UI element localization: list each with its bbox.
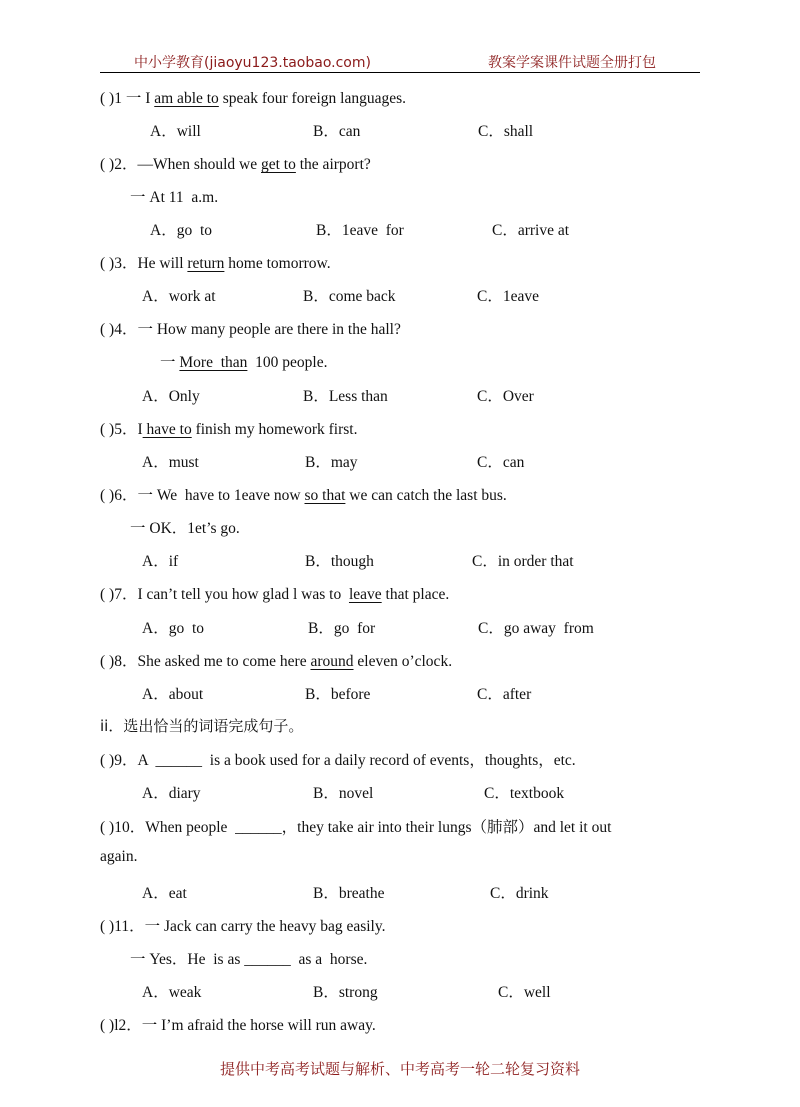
header-right-text: 教案学案课件试题全册打包 — [488, 55, 656, 71]
q11-option-c[interactable]: C．well — [498, 984, 551, 1001]
q4-reply-dash: 一 — [160, 354, 180, 371]
question-1 — [100, 86, 406, 108]
q8-stem-start: ( )8．She asked me to come here — [100, 653, 311, 670]
page-footer: 提供中考高考试题与解析、中考高考一轮二轮复习资料 — [219, 1060, 580, 1078]
q3-stem-end: home tomorrow. — [224, 255, 331, 272]
section-2-heading: ii．选出恰当的词语完成句子。 — [100, 717, 304, 735]
q8-underlined: around — [310, 653, 354, 670]
q6-reply: 一 OK．1et’s go. — [130, 520, 240, 537]
q7-option-a[interactable]: A．go to — [142, 620, 205, 637]
question-10: ( )10．When people ______，they take air into their lungs（肺部）and let it out — [100, 819, 612, 836]
q11-option-b[interactable]: B．strong — [313, 984, 378, 1001]
q4-reply-end: 100 people. — [247, 354, 328, 371]
q1-option-b[interactable]: B．can — [313, 123, 361, 140]
q2-underlined: get to — [261, 156, 296, 173]
q8-option-a[interactable]: A．about — [142, 686, 204, 703]
q4-option-a[interactable]: A．Only — [142, 388, 200, 405]
q7-stem-end: that place. — [381, 586, 450, 603]
q11-option-a[interactable]: A．weak — [142, 984, 202, 1001]
q7-option-c[interactable]: C．go away from — [478, 620, 594, 637]
q10-option-a[interactable]: A．eat — [142, 885, 187, 902]
question-4: ( )4．一 How many people are there in the hall? — [100, 321, 401, 338]
q6-underlined: so that — [304, 487, 346, 504]
q1-underlined: am able to — [154, 90, 219, 107]
q7-option-b[interactable]: B．go for — [308, 620, 376, 637]
question-6 — [100, 483, 507, 505]
q3-option-a[interactable]: A．work at — [142, 288, 216, 305]
q3-option-c[interactable]: C．1eave — [477, 288, 539, 305]
question-11: ( )11．一 Jack can carry the heavy bag easily. — [100, 918, 386, 935]
question-7 — [100, 582, 449, 604]
q3-stem-start: ( )3．He will — [100, 255, 188, 272]
q8-stem-end: eleven o’clock. — [353, 653, 453, 670]
q2-option-c[interactable]: C．arrive at — [492, 222, 570, 239]
q4-underlined: More than — [179, 354, 248, 371]
q10-option-c[interactable]: C．drink — [490, 885, 549, 902]
q8-option-c[interactable]: C．after — [477, 686, 532, 703]
q5-stem-end: finish my homework first. — [191, 421, 358, 438]
q1-option-c[interactable]: C．shall — [478, 123, 534, 140]
q1-stem-end: speak four foreign languages. — [218, 90, 407, 107]
header-left-text: 中小学教育(jiaoyu123.taobao.com) — [134, 55, 371, 71]
question-5 — [100, 417, 357, 439]
q7-stem-start: ( )7．I can’t tell you how glad l was to — [100, 586, 349, 603]
q2-option-a[interactable]: A．go to — [150, 222, 213, 239]
q3-underlined: return — [187, 255, 225, 272]
question-12: ( )l2．一 I’m afraid the horse will run away. — [100, 1017, 376, 1034]
q6-option-a[interactable]: A．if — [142, 553, 179, 570]
question-9: ( )9．A ______ is a book used for a daily record of events，thoughts，etc. — [100, 752, 576, 769]
q11-reply: 一 Yes．He is as ______ as a horse. — [130, 951, 368, 968]
q6-option-c[interactable]: C．in order that — [472, 553, 574, 570]
q6-option-b[interactable]: B．though — [305, 553, 374, 570]
q4-option-b[interactable]: B．Less than — [303, 388, 388, 405]
q5-option-a[interactable]: A．must — [142, 454, 199, 471]
q2-stem-end: the airport? — [295, 156, 371, 173]
q5-stem-start: ( )5．I — [100, 421, 143, 438]
q10-option-b[interactable]: B．breathe — [313, 885, 385, 902]
q9-option-b[interactable]: B．novel — [313, 785, 374, 802]
question-10-continued: again. — [100, 848, 138, 865]
question-8 — [100, 649, 452, 671]
q5-option-b[interactable]: B．may — [305, 454, 358, 471]
q5-underlined: have to — [142, 421, 192, 438]
q2-stem-start: ( )2．—When should we — [100, 156, 261, 173]
question-3 — [100, 251, 331, 273]
q3-option-b[interactable]: B．come back — [303, 288, 396, 305]
q4-reply — [160, 350, 327, 372]
q9-option-a[interactable]: A．diary — [142, 785, 201, 802]
q2-reply: 一 At 11 a.m. — [130, 189, 219, 206]
q6-stem-end: we can catch the last bus. — [345, 487, 507, 504]
q8-option-b[interactable]: B．before — [305, 686, 371, 703]
q1-option-a[interactable]: A．will — [150, 123, 201, 140]
q4-option-c[interactable]: C．Over — [477, 388, 534, 405]
q1-stem-start: ( )1 一 I — [100, 90, 155, 107]
page-header — [100, 52, 700, 73]
q5-option-c[interactable]: C．can — [477, 454, 525, 471]
q6-stem-start: ( )6．一 We have to 1eave now — [100, 487, 305, 504]
question-2 — [100, 152, 371, 174]
q7-underlined: leave — [348, 586, 382, 603]
q2-option-b[interactable]: B．1eave for — [316, 222, 404, 239]
q9-option-c[interactable]: C．textbook — [484, 785, 565, 802]
